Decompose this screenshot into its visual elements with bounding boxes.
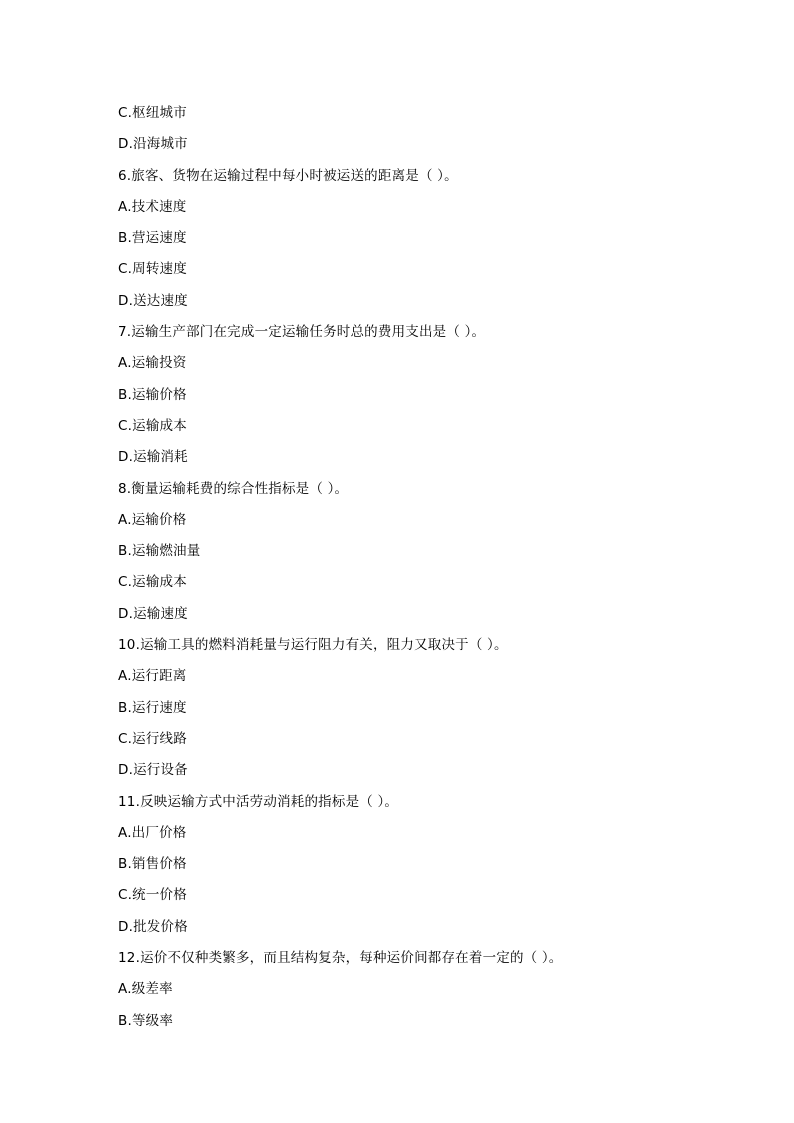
option-c-q10: C.运行线路 [118,730,187,747]
option-a-q11: A.出厂价格 [118,824,187,841]
option-d-q8: D.运输速度 [118,605,188,622]
option-c-q5: C.枢纽城市 [118,105,187,121]
option-b-q8: B.运输燃油量 [118,543,201,560]
option-b-q7: B.运输价格 [118,386,187,403]
question-11: 11.反映运输方式中活劳动消耗的指标是（ ）。 [118,793,399,810]
option-d-q7: D.运输消耗 [118,449,188,466]
option-b-q6: B.营运速度 [118,230,187,247]
option-c-q8: C.运输成本 [118,574,187,591]
document-body [118,103,738,1042]
question-12: 12.运价不仅种类繁多，而且结构复杂，每种运价间都存在着一定的（ ）。 [118,950,563,967]
option-b-q10: B.运行速度 [118,699,187,716]
option-a-q8: A.运输价格 [118,511,187,528]
option-c-q7: C.运输成本 [118,417,187,434]
option-c-q6: C.周转速度 [118,261,187,278]
question-7: 7.运输生产部门在完成一定运输任务时总的费用支出是（ ）。 [118,324,486,341]
option-d-q5: D.沿海城市 [118,136,188,153]
option-a-q12: A.级差率 [118,981,173,998]
question-6: 6.旅客、货物在运输过程中每小时被运送的距离是（ ）。 [118,167,458,184]
question-8: 8.衡量运输耗费的综合性指标是（ ）。 [118,480,349,497]
question-10: 10.运输工具的燃料消耗量与运行阻力有关，阻力又取决于（ ）。 [118,637,508,654]
option-b-q12: B.等级率 [118,1012,174,1029]
option-d-q10: D.运行设备 [118,762,188,779]
option-c-q11: C.统一价格 [118,887,187,904]
option-a-q7: A.运输投资 [118,355,187,372]
option-b-q11: B.销售价格 [118,856,187,873]
option-d-q11: D.批发价格 [118,918,188,935]
option-a-q6: A.技术速度 [118,198,187,215]
option-a-q10: A.运行距离 [118,668,187,685]
option-d-q6: D.送达速度 [118,292,188,309]
